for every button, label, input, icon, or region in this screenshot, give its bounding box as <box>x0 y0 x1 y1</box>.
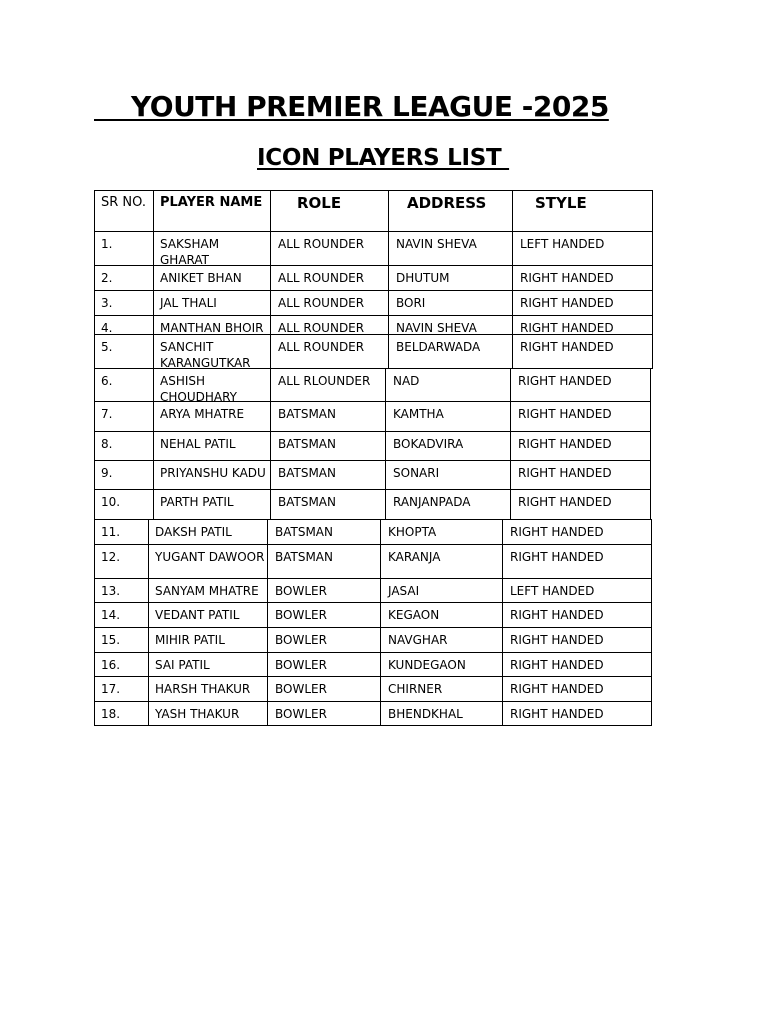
player-name-cell: MIHIR PATIL <box>148 627 268 653</box>
player-name-cell: SANCHIT KARANGUTKAR <box>153 334 271 369</box>
sr-no-cell: 13. <box>94 578 149 603</box>
style-cell: RIGHT HANDED <box>502 544 652 579</box>
address-cell: RANJANPADA <box>385 489 511 520</box>
sr-no-cell: 17. <box>94 676 149 702</box>
address-cell: KEGAON <box>380 602 503 628</box>
style-cell: RIGHT HANDED <box>512 315 653 335</box>
style-cell: RIGHT HANDED <box>510 431 651 461</box>
player-name-cell: PRIYANSHU KADU <box>153 460 271 490</box>
sr-no-cell: 4. <box>94 315 154 335</box>
player-name-cell: SANYAM MHATRE <box>148 578 268 603</box>
address-cell: NAVGHAR <box>380 627 503 653</box>
player-name-cell: YASH THAKUR <box>148 701 268 726</box>
role-cell: BOWLER <box>267 701 381 726</box>
role-cell: ALL ROUNDER <box>270 231 389 266</box>
player-name-cell: PARTH PATIL <box>153 489 271 520</box>
style-cell: RIGHT HANDED <box>510 460 651 490</box>
style-cell: RIGHT HANDED <box>512 334 653 369</box>
sr-no-cell: 10. <box>94 489 154 520</box>
player-name-cell: HARSH THAKUR <box>148 676 268 702</box>
address-cell: BOKADVIRA <box>385 431 511 461</box>
sr-no-cell: 14. <box>94 602 149 628</box>
player-name-cell: YUGANT DAWOOR <box>148 544 268 579</box>
document-title: YOUTH PREMIER LEAGUE -2025 <box>94 90 609 123</box>
style-cell: RIGHT HANDED <box>512 290 653 316</box>
sr-no-cell: 15. <box>94 627 149 653</box>
role-cell: BATSMAN <box>270 431 386 461</box>
sr-no-cell: 12. <box>94 544 149 579</box>
address-cell: BELDARWADA <box>388 334 513 369</box>
address-cell: BHENDKHAL <box>380 701 503 726</box>
header-style: STYLE <box>512 190 653 232</box>
address-cell: SONARI <box>385 460 511 490</box>
sr-no-cell: 2. <box>94 265 154 291</box>
role-cell: ALL ROUNDER <box>270 315 389 335</box>
role-cell: BATSMAN <box>267 519 381 545</box>
sr-no-cell: 16. <box>94 652 149 677</box>
address-cell: JASAI <box>380 578 503 603</box>
role-cell: ALL ROUNDER <box>270 265 389 291</box>
role-cell: BATSMAN <box>270 460 386 490</box>
style-cell: RIGHT HANDED <box>502 602 652 628</box>
address-cell: DHUTUM <box>388 265 513 291</box>
address-cell: BORI <box>388 290 513 316</box>
role-cell: BOWLER <box>267 676 381 702</box>
player-name-cell: MANTHAN BHOIR <box>153 315 271 335</box>
sr-no-cell: 18. <box>94 701 149 726</box>
header-sr-no: SR NO. <box>94 190 154 232</box>
style-cell: LEFT HANDED <box>512 231 653 266</box>
sr-no-cell: 6. <box>94 368 154 402</box>
sr-no-cell: 7. <box>94 401 154 432</box>
sr-no-cell: 5. <box>94 334 154 369</box>
role-cell: ALL ROUNDER <box>270 334 389 369</box>
header-player-name: PLAYER NAME <box>153 190 271 232</box>
style-cell: RIGHT HANDED <box>512 265 653 291</box>
sr-no-cell: 11. <box>94 519 149 545</box>
document-subtitle: ICON PLAYERS LIST <box>257 145 510 171</box>
style-cell: RIGHT HANDED <box>502 701 652 726</box>
role-cell: BATSMAN <box>270 401 386 432</box>
address-cell: NAVIN SHEVA <box>388 315 513 335</box>
style-cell: RIGHT HANDED <box>510 401 651 432</box>
role-cell: ALL RLOUNDER <box>270 368 386 402</box>
address-cell: NAD <box>385 368 511 402</box>
address-cell: CHIRNER <box>380 676 503 702</box>
role-cell: BATSMAN <box>270 489 386 520</box>
style-cell: RIGHT HANDED <box>502 652 652 677</box>
role-cell: BOWLER <box>267 652 381 677</box>
role-cell: ALL ROUNDER <box>270 290 389 316</box>
style-cell: RIGHT HANDED <box>502 627 652 653</box>
role-cell: BOWLER <box>267 578 381 603</box>
sr-no-cell: 9. <box>94 460 154 490</box>
header-role: ROLE <box>270 190 389 232</box>
address-cell: KUNDEGAON <box>380 652 503 677</box>
player-name-cell: NEHAL PATIL <box>153 431 271 461</box>
style-cell: RIGHT HANDED <box>502 676 652 702</box>
style-cell: RIGHT HANDED <box>510 368 651 402</box>
address-cell: KARANJA <box>380 544 503 579</box>
player-name-cell: SAKSHAM GHARAT <box>153 231 271 266</box>
style-cell: LEFT HANDED <box>502 578 652 603</box>
player-name-cell: VEDANT PATIL <box>148 602 268 628</box>
sr-no-cell: 3. <box>94 290 154 316</box>
header-address: ADDRESS <box>388 190 513 232</box>
player-name-cell: ASHISH CHOUDHARY <box>153 368 271 402</box>
player-name-cell: JAL THALI <box>153 290 271 316</box>
player-name-cell: DAKSH PATIL <box>148 519 268 545</box>
player-name-cell: ANIKET BHAN <box>153 265 271 291</box>
role-cell: BOWLER <box>267 602 381 628</box>
player-name-cell: ARYA MHATRE <box>153 401 271 432</box>
address-cell: KHOPTA <box>380 519 503 545</box>
style-cell: RIGHT HANDED <box>510 489 651 520</box>
player-name-cell: SAI PATIL <box>148 652 268 677</box>
sr-no-cell: 1. <box>94 231 154 266</box>
sr-no-cell: 8. <box>94 431 154 461</box>
address-cell: KAMTHA <box>385 401 511 432</box>
role-cell: BATSMAN <box>267 544 381 579</box>
role-cell: BOWLER <box>267 627 381 653</box>
style-cell: RIGHT HANDED <box>502 519 652 545</box>
address-cell: NAVIN SHEVA <box>388 231 513 266</box>
